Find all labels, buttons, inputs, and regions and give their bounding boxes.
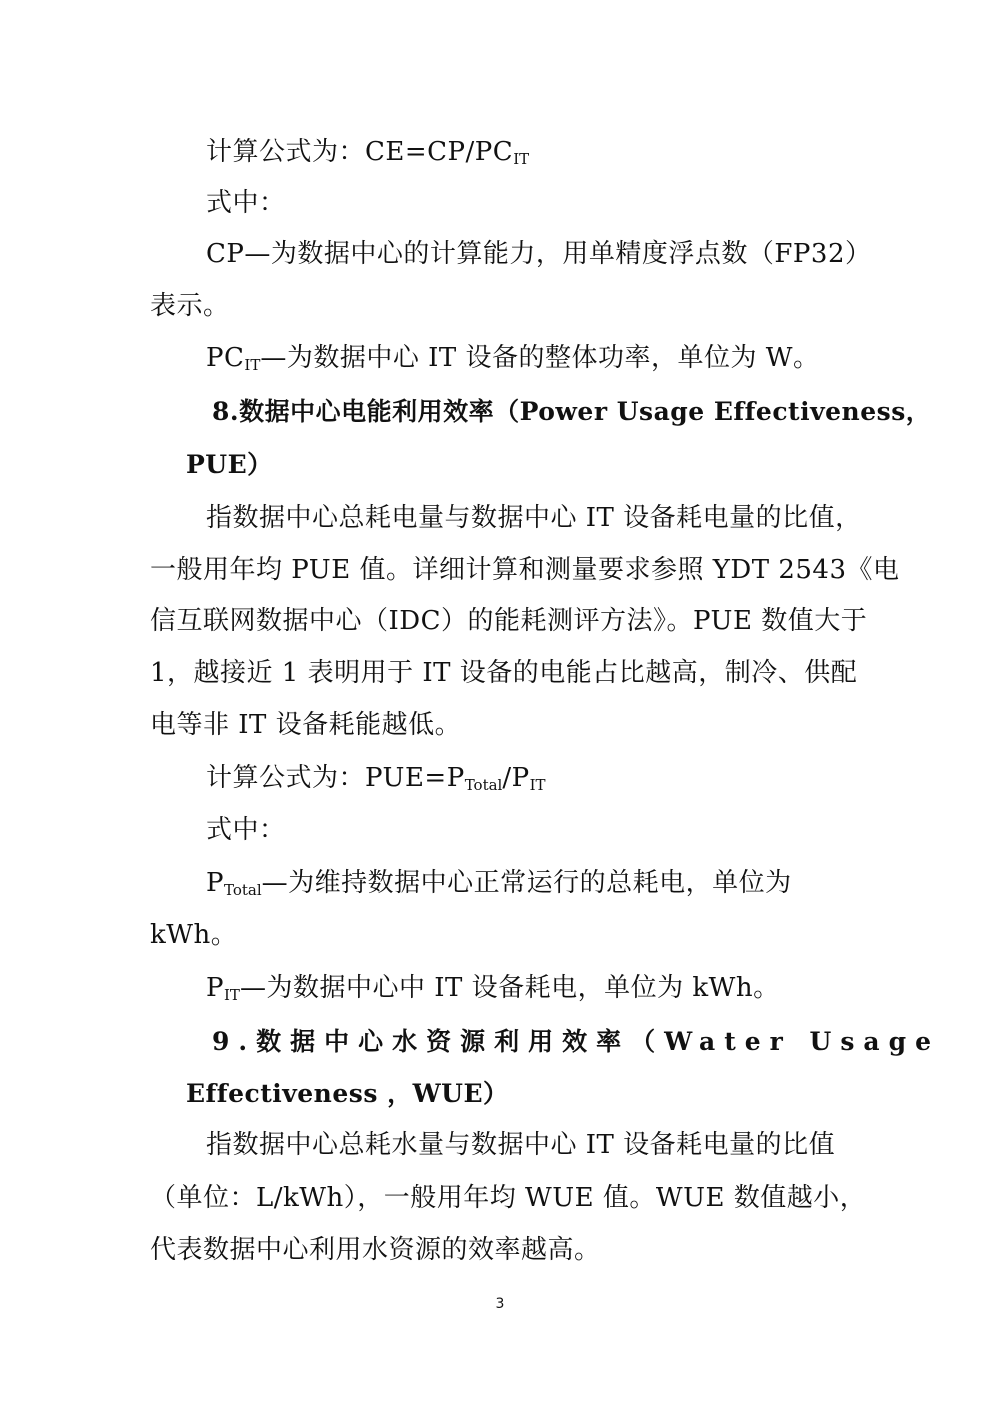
ptotal-definition-line2: kWh。 [150,920,238,950]
section-9-heading-line2: Effectiveness ，WUE） [186,1079,509,1108]
page-number: 3 [495,1296,505,1312]
ptotal-definition-line1: $P_{Total}—$为维持数据中心正常运行的总耗电，单位为 [206,868,792,899]
pue-paragraph-line2: 一般用年均 PUE 值。详细计算和测量要求参照 YDT 2543《电 [150,555,900,585]
wue-paragraph-line3: 代表数据中心利用水资源的效率越高。 [150,1235,601,1265]
pue-paragraph-line5: 电等非 IT 设备耗能越低。 [150,710,462,740]
where-label-2: 式中： [206,815,286,845]
cp-definition-line1: CP—为数据中心的计算能力，用单精度浮点数（FP32） [206,239,872,269]
section-8-heading-line1: 8.数据中心电能利用效率（Power Usage Effectiveness， [212,397,932,426]
pue-paragraph-line4: 1，越接近 1 表明用于 IT 设备的电能占比越高，制冷、供配 [150,658,858,688]
pit-definition: $P_{IT}—$为数据中心中 IT 设备耗电，单位为 kWh。 [206,973,780,1004]
section-8-heading-line2: PUE） [186,450,273,479]
pue-paragraph-line3: 信互联网数据中心（IDC）的能耗测评方法》。PUE 数值大于 [150,606,868,636]
cp-definition-line2: 表示。 [150,291,230,321]
wue-paragraph-line1: 指数据中心总耗水量与数据中心 IT 设备耗电量的比值 [206,1130,836,1160]
wue-paragraph-line2: （单位：L/kWh），一般用年均 WUE 值。WUE 数值越小， [150,1183,867,1213]
section-9-heading-line1: 9.数据中心水资源利用效率（Water Usage [212,1027,940,1056]
formula-ce: 计算公式为：$CE=CP/PC_{IT}$ [206,137,530,168]
where-label: 式中： [206,188,286,218]
formula-pue: 计算公式为：$PUE=P_{Total}/P_{IT}$ [206,763,546,794]
pcit-definition: $PC_{IT}—$为数据中心 IT 设备的整体功率，单位为 W。 [206,343,820,374]
pue-paragraph-line1: 指数据中心总耗电量与数据中心 IT 设备耗电量的比值， [206,503,862,533]
